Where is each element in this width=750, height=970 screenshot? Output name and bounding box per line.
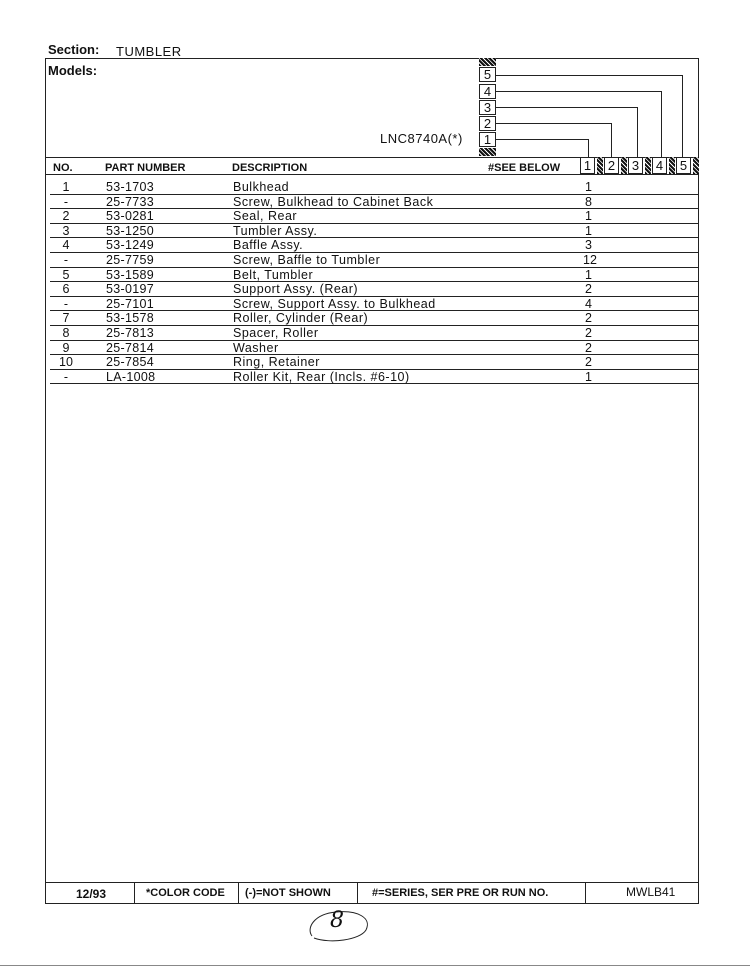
row-no: 9 [62, 340, 70, 355]
row-no: 10 [59, 355, 73, 370]
row-part: 25-7854 [106, 355, 154, 370]
row-desc: Roller, Cylinder (Rear) [233, 311, 369, 326]
hatch-top [479, 58, 496, 66]
row-no: 3 [62, 223, 70, 238]
row-desc: Baffle Assy. [233, 238, 304, 253]
footer-series: #=SERIES, SER PRE OR RUN NO. [372, 887, 549, 899]
row-desc: Roller Kit, Rear (Incls. #6-10) [233, 369, 410, 384]
row-part: 53-1250 [106, 223, 154, 238]
row-qty: 1 [585, 267, 592, 282]
row-qty: 4 [585, 296, 592, 311]
column-4: 4 [652, 157, 667, 174]
row-qty: 1 [585, 223, 592, 238]
column-5: 5 [676, 157, 691, 174]
table-row [48, 370, 698, 385]
row-desc: Bulkhead [233, 180, 290, 194]
table-row [48, 209, 698, 224]
footer-separator [238, 882, 239, 904]
model-box-3: 3 [479, 100, 496, 115]
row-qty: 2 [585, 355, 592, 370]
row-part: 25-7813 [106, 326, 154, 340]
table-row [48, 268, 698, 283]
table-row [48, 180, 698, 195]
models-label: Models: [48, 63, 98, 78]
table-row [48, 341, 698, 356]
row-part: 53-0197 [106, 282, 154, 297]
column-sep [669, 157, 675, 174]
section-label: Section: [48, 42, 100, 57]
hatch-bottom [479, 148, 496, 156]
row-part: 53-1249 [106, 238, 154, 253]
table-row [48, 355, 698, 370]
row-desc: Screw, Support Assy. to Bulkhead [233, 296, 436, 311]
row-no: 7 [62, 311, 70, 326]
row-part: 53-1703 [106, 180, 154, 194]
table-row [48, 224, 698, 239]
header-see-below: #SEE BELOW [488, 162, 561, 174]
row-qty: 2 [585, 282, 592, 297]
footer-date: 12/93 [76, 887, 107, 901]
row-part: 25-7814 [106, 340, 154, 355]
row-part: LA-1008 [106, 369, 156, 384]
footer-separator [134, 882, 135, 904]
row-no: - [63, 194, 69, 209]
row-qty: 3 [585, 238, 592, 253]
row-part: 25-7733 [106, 194, 154, 209]
row-qty: 1 [585, 180, 592, 194]
section-value: TUMBLER [116, 44, 182, 59]
row-no: - [63, 296, 69, 311]
row-no: - [63, 253, 69, 267]
row-no: 6 [62, 282, 70, 297]
table-row [48, 195, 698, 210]
row-part: 53-0281 [106, 209, 154, 224]
column-3: 3 [628, 157, 643, 174]
row-part: 53-1589 [106, 267, 154, 282]
header-no: NO. [53, 162, 73, 174]
model-box-5: 5 [479, 67, 496, 82]
header-description: DESCRIPTION [232, 162, 308, 174]
column-sep [597, 157, 603, 174]
row-desc: Tumbler Assy. [233, 223, 318, 238]
row-desc: Belt, Tumbler [233, 267, 314, 282]
model-box-1: 1 [479, 132, 496, 147]
row-part: 25-7101 [106, 296, 154, 311]
footer-not-shown: (-)=NOT SHOWN [245, 887, 331, 899]
row-no: 2 [62, 209, 70, 224]
row-part: 53-1578 [106, 311, 154, 326]
row-qty: 1 [585, 209, 592, 224]
footer-color-code: *COLOR CODE [146, 887, 225, 899]
row-qty: 2 [585, 326, 592, 340]
table-row [48, 238, 698, 253]
header-bottom-rule [45, 174, 699, 175]
table-row [48, 326, 698, 341]
row-qty: 8 [585, 194, 592, 209]
model-box-4: 4 [479, 84, 496, 99]
column-2: 2 [604, 157, 619, 174]
row-desc: Ring, Retainer [233, 355, 320, 370]
column-1: 1 [580, 157, 595, 174]
model-name: LNC8740A(*) [380, 131, 463, 146]
model-box-2: 2 [479, 116, 496, 131]
footer-code: MWLB41 [626, 885, 676, 899]
column-sep [693, 157, 699, 174]
row-qty: 12 [583, 253, 597, 267]
table-row [48, 253, 698, 268]
connector-1 [496, 139, 589, 157]
row-qty: 2 [585, 340, 592, 355]
footer-separator [585, 882, 586, 904]
page-bottom-rule [0, 965, 750, 966]
row-part: 25-7759 [106, 253, 154, 267]
row-no: 8 [62, 326, 70, 340]
row-no: 1 [62, 180, 70, 194]
row-desc: Spacer, Roller [233, 326, 319, 340]
column-sep [645, 157, 651, 174]
row-desc: Seal, Rear [233, 209, 298, 224]
row-no: - [63, 369, 69, 384]
row-desc: Screw, Bulkhead to Cabinet Back [233, 194, 434, 209]
footer-separator [357, 882, 358, 904]
footer-rule [45, 882, 699, 883]
column-sep [621, 157, 627, 174]
row-desc: Support Assy. (Rear) [233, 282, 359, 297]
table-row [48, 297, 698, 312]
row-qty: 2 [585, 311, 592, 326]
row-no: 4 [62, 238, 70, 253]
table-row [48, 311, 698, 326]
row-desc: Screw, Baffle to Tumbler [233, 253, 381, 267]
row-qty: 1 [585, 369, 592, 384]
row-no: 5 [62, 267, 70, 282]
header-part-number: PART NUMBER [105, 162, 186, 174]
table-row [48, 282, 698, 297]
row-desc: Washer [233, 340, 279, 355]
page-number: 8 [330, 908, 344, 933]
